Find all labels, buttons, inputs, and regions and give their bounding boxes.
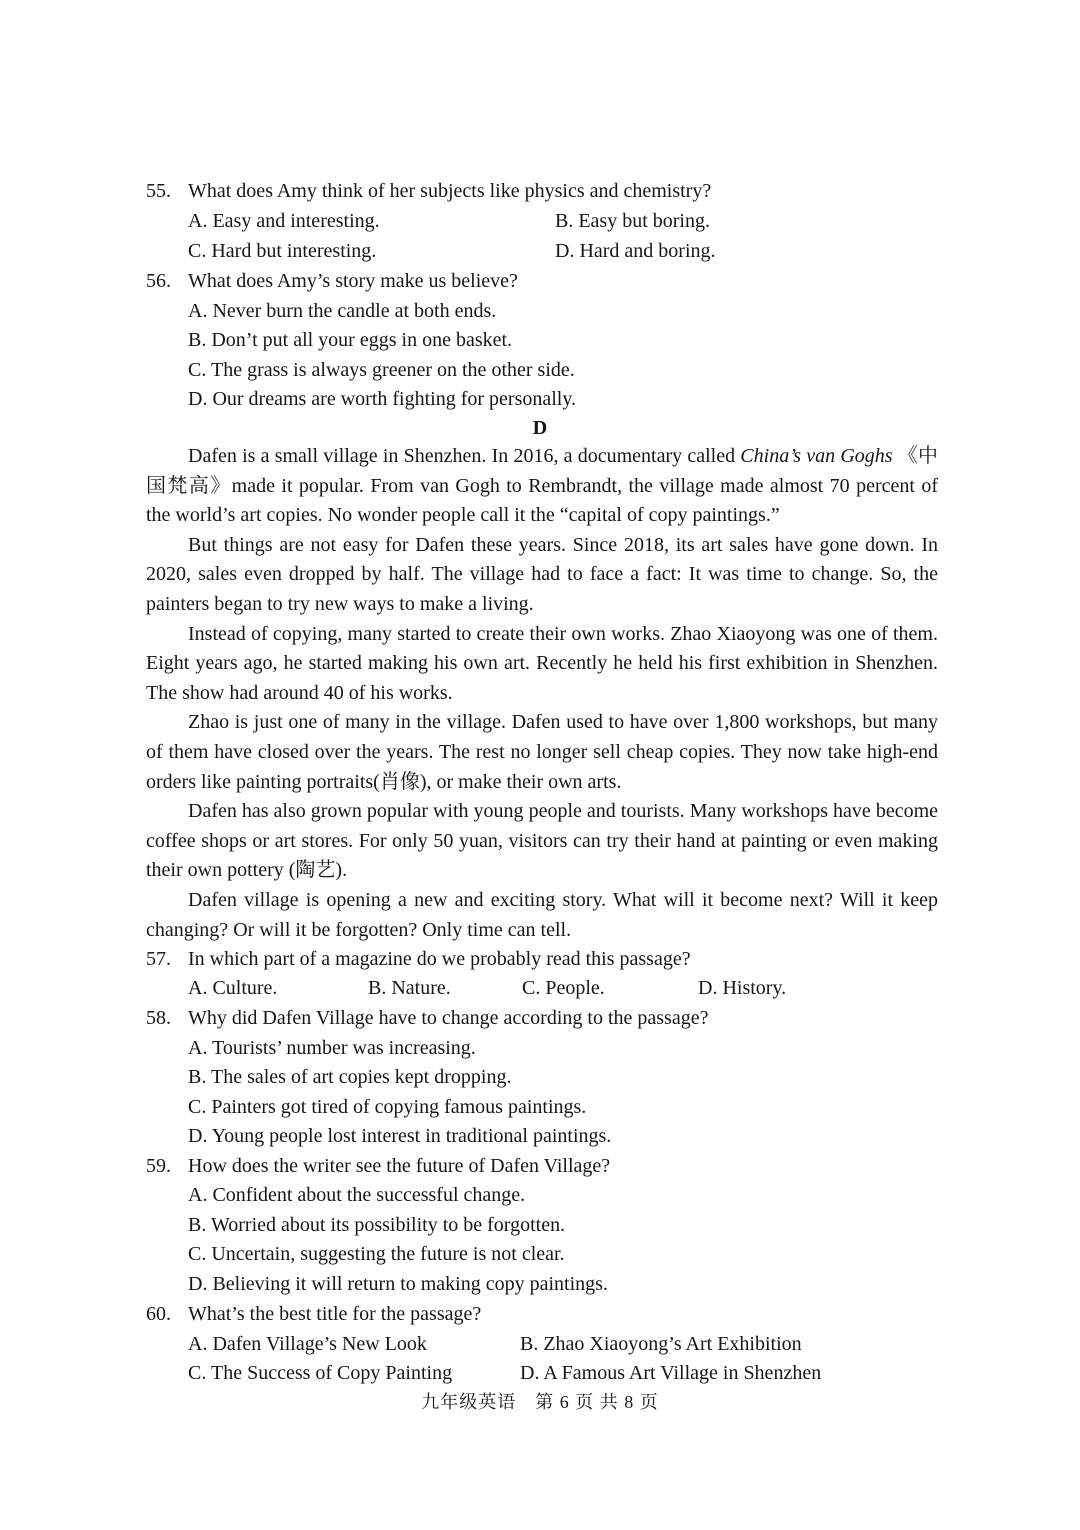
option-59-a: A. Confident about the successful change. [188,1184,526,1206]
question-text: In which part of a magazine do we probably read this passage? [188,948,691,970]
option-59-b: B. Worried about its possibility to be forgotten. [188,1214,566,1236]
question-number: 58. [146,1007,171,1029]
question-56 [146,266,518,296]
question-59 [146,1151,610,1181]
question-text: What does Amy’s story make us believe? [188,270,518,292]
option-60-d: D. A Famous Art Village in Shenzhen [520,1362,822,1384]
question-text: How does the writer see the future of Dafen Village? [188,1155,611,1177]
option-57-a: A. Culture. [188,977,278,999]
paragraph-6: Dafen village is opening a new and exciting story. What will it become next? Will it keep changing? Or will it be forgotten? Only time can tell. [146,888,938,941]
option-55-c: C. Hard but interesting. [188,240,377,262]
paragraph-2: But things are not easy for Dafen these years. Since 2018, its art sales have gone down. In 2020, sales even dropped by half. The village had to face a fact: It was time to change. So, the painters began to try new ways to make a living. [146,533,938,615]
option-58-d: D. Young people lost interest in traditional paintings. [188,1125,612,1147]
question-text: What does Amy think of her subjects like physics and chemistry? [188,180,712,202]
documentary-title: China’s van Goghs [740,445,893,467]
option-56-c: C. The grass is always greener on the other side. [188,359,575,381]
option-59-c: C. Uncertain, suggesting the future is not clear. [188,1243,565,1265]
question-number: 60. [146,1303,171,1325]
option-58-b: B. The sales of art copies kept dropping. [188,1066,512,1088]
option-56-a: A. Never burn the candle at both ends. [188,300,497,322]
option-60-a: A. Dafen Village’s New Look [188,1333,427,1355]
option-57-d: D. History. [698,977,787,999]
question-text: What’s the best title for the passage? [188,1303,482,1325]
option-57-c: C. People. [522,977,605,999]
question-58 [146,1003,708,1033]
passage-d [146,442,938,945]
option-58-c: C. Painters got tired of copying famous paintings. [188,1096,587,1118]
paragraph-5: Dafen has also grown popular with young people and tourists. Many workshops have become coffee shops or art stores. For only 50 yuan, visitors can try their hand at painting or even making their own pottery (陶艺). [146,800,938,882]
question-57 [146,944,691,974]
option-60-b: B. Zhao Xiaoyong’s Art Exhibition [520,1333,802,1355]
option-57-b: B. Nature. [368,977,451,999]
question-60 [146,1299,481,1329]
option-56-d: D. Our dreams are worth fighting for personally. [188,388,577,410]
option-55-d: D. Hard and boring. [555,240,716,262]
question-55 [146,176,711,206]
paragraph-4: Zhao is just one of many in the village. Dafen used to have over 1,800 workshops, but many of them have closed over the years. The rest no longer sell cheap copies. They now take high-end orders like painting portraits(肖像), or make their own arts. [146,711,938,793]
question-number: 56. [146,270,171,292]
paragraph-3: Instead of copying, many started to create their own works. Zhao Xiaoyong was one of them. Eight years ago, he started making his own art. Recently he held his first exhibition in Shenzhen. The show had around 40 of his works. [146,622,938,704]
option-59-d: D. Believing it will return to making copy paintings. [188,1273,608,1295]
option-55-a: A. Easy and interesting. [188,210,380,232]
page-footer: 九年级英语 第 6 页 共 8 页 [421,1392,659,1412]
option-56-b: B. Don’t put all your eggs in one basket. [188,329,513,351]
question-number: 57. [146,948,171,970]
option-55-b: B. Easy but boring. [555,210,710,232]
question-number: 59. [146,1155,171,1177]
option-58-a: A. Tourists’ number was increasing. [188,1037,476,1059]
question-text: Why did Dafen Village have to change according to the passage? [188,1007,709,1029]
option-60-c: C. The Success of Copy Painting [188,1362,453,1384]
section-heading: D [532,417,548,439]
question-number: 55. [146,180,171,202]
paragraph-1: Dafen is a small village in Shenzhen. In 2016, a documentary called China’s van Goghs 《中国梵高》made it popular. From van Gogh to Rembrandt, the village made almost 70 percent of the world’s art copies. No wonder people call it the “capital of copy paintings.” [146,445,938,527]
